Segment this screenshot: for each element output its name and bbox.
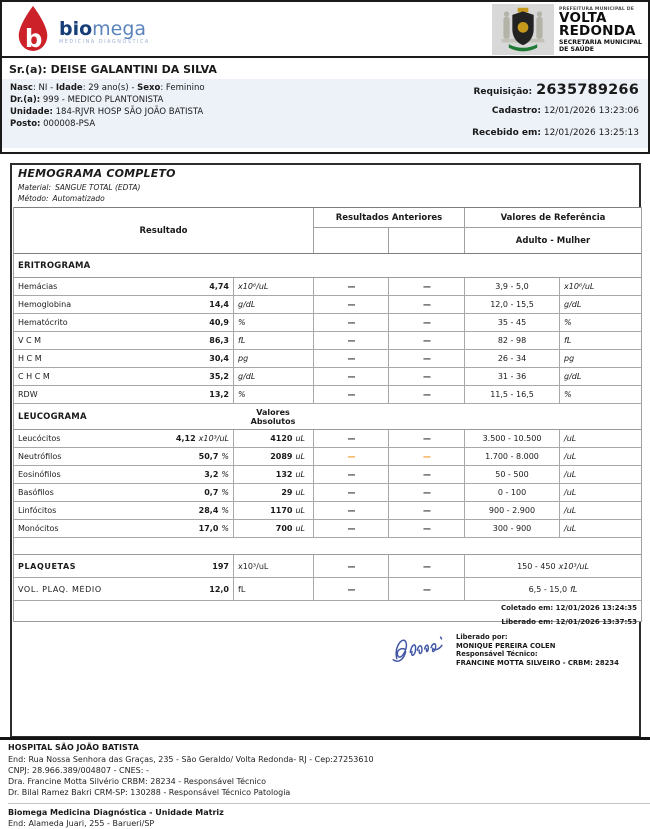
row-prev-result: --- <box>313 520 388 537</box>
row-value: 0,7 <box>204 488 219 497</box>
header-prev-col2 <box>388 228 464 253</box>
row-unit: g/dL <box>233 368 313 385</box>
row-unit: x10⁶/uL <box>233 278 313 295</box>
row-label: Neutrófilos <box>18 452 62 461</box>
coat-of-arms-icon <box>492 4 554 55</box>
row-abs-value: 132 <box>275 470 293 479</box>
row-prev-result: --- <box>388 466 464 483</box>
section-title: ERITROGRAMA <box>18 260 91 271</box>
prefeitura-line1: PREFEITURA MUNICIPAL DE <box>559 7 635 12</box>
row-reference: 82 - 98 <box>464 332 559 349</box>
row-label: VOL. PLAQ. MÉDIO <box>18 584 102 594</box>
row-reference-unit: /uL <box>559 484 641 501</box>
prefeitura-dept2: DE SAÚDE <box>559 46 594 53</box>
signature-icon <box>389 627 455 672</box>
row-label: Hematócrito <box>18 318 68 327</box>
row-abs-unit: uL <box>295 470 305 479</box>
row-prev-result: --- <box>313 555 388 577</box>
table-row <box>14 448 641 466</box>
liberado-label: Liberado em: <box>501 618 554 626</box>
row-reference-unit: g/dL <box>559 368 641 385</box>
recebido-value: 12/01/2026 13:25:13 <box>543 128 639 138</box>
row-value: 14,4 <box>209 300 229 309</box>
prefeitura-text <box>554 4 646 55</box>
header-resultado: Resultado <box>139 225 188 236</box>
coletado-line <box>501 604 637 612</box>
row-reference-unit: fL <box>559 332 641 349</box>
row-prev-result: --- <box>313 484 388 501</box>
row-reference-unit: x10⁶/uL <box>559 278 641 295</box>
patient-name: Sr.(a): DEISE GALANTINI DA SILVA <box>9 62 217 76</box>
row-reference: 1.700 - 8.000 <box>464 448 559 465</box>
row-prev-result: --- <box>313 466 388 483</box>
row-prev-result: --- <box>313 368 388 385</box>
row-reference-unit: /uL <box>559 430 641 447</box>
patient-info-lines <box>10 82 205 130</box>
patient-info-line: Nasc: NI - Idade: 29 ano(s) - Sexo: Feminino <box>10 83 205 93</box>
row-unit: % <box>221 524 229 533</box>
row-unit: fL <box>233 578 313 600</box>
row-prev-result: --- <box>313 296 388 313</box>
row-value: 50,7 <box>198 452 219 461</box>
biomega-bio: bio <box>59 17 93 40</box>
table-row <box>14 296 641 314</box>
row-label: RDW <box>18 390 38 399</box>
row-prev-result: --- <box>388 502 464 519</box>
table-row <box>14 314 641 332</box>
cadastro-value: 12/01/2026 13:23:06 <box>543 106 639 116</box>
recebido-label: Recebido em: <box>472 128 541 138</box>
row-prev-result: --- <box>388 386 464 403</box>
recebido-row <box>472 128 639 138</box>
row-abs-unit: uL <box>295 488 305 497</box>
row-prev-result: --- <box>313 430 388 447</box>
row-reference-unit: /uL <box>559 520 641 537</box>
row-label: H C M <box>18 354 42 363</box>
biomega-logo <box>14 5 150 58</box>
row-label: PLAQUETAS <box>18 561 77 571</box>
table-row <box>14 368 641 386</box>
header-adulto-mulher: Adulto - Mulher <box>464 228 641 253</box>
row-prev-result: --- <box>313 278 388 295</box>
footer-line: Dra. Francine Motta Silvério CRBM: 28234 - Responsável Técnico <box>8 777 266 787</box>
row-prev-result: --- <box>313 448 388 465</box>
footer-blocks <box>0 742 650 829</box>
table-row <box>14 555 641 578</box>
row-unit: pg <box>233 350 313 367</box>
footer-block <box>8 742 650 799</box>
row-reference-unit: pg <box>559 350 641 367</box>
row-reference: 900 - 2.900 <box>464 502 559 519</box>
exam-material <box>18 183 140 192</box>
table-row <box>14 484 641 502</box>
row-prev-result: --- <box>388 278 464 295</box>
requisition-label: Requisição: <box>473 87 533 97</box>
blood-drop-icon <box>14 5 52 58</box>
footer-block-title: Biomega Medicina Diagnóstica - Unidade Matriz <box>8 807 224 817</box>
results-table-body <box>14 254 641 621</box>
coletado-label: Coletado em: <box>500 604 554 612</box>
row-abs-unit: uL <box>295 524 305 533</box>
table-gap-row <box>14 538 641 555</box>
header-box <box>0 0 650 154</box>
material-label: Material: <box>18 183 51 192</box>
row-value: 40,9 <box>209 318 229 327</box>
row-unit: % <box>221 470 229 479</box>
row-unit: x10³/uL <box>198 434 229 443</box>
row-value: 13,2 <box>209 390 229 399</box>
row-unit: % <box>221 506 229 515</box>
prefeitura-logo <box>492 4 646 55</box>
row-reference-unit: /uL <box>559 466 641 483</box>
row-value: 3,2 <box>204 470 219 479</box>
liberado-line <box>501 618 637 626</box>
row-reference: 6,5 - 15,0 fL <box>464 578 641 600</box>
biomega-tagline: MEDICINA DIAGNÓSTICA <box>59 39 150 45</box>
liberado-por-label: Liberado por: <box>456 633 508 641</box>
row-abs-unit: uL <box>295 506 305 515</box>
row-reference: 0 - 100 <box>464 484 559 501</box>
row-reference-unit: /uL <box>559 448 641 465</box>
logo-row <box>2 2 648 56</box>
method-label: Método: <box>18 194 49 203</box>
requisition-row <box>473 82 639 98</box>
row-prev-result: --- <box>388 448 464 465</box>
row-prev-result: --- <box>388 555 464 577</box>
prefeitura-dept1: SECRETARIA MUNICIPAL <box>559 39 642 46</box>
row-value: 28,4 <box>198 506 219 515</box>
row-prev-result: --- <box>388 578 464 600</box>
row-prev-result: --- <box>388 520 464 537</box>
row-prev-result: --- <box>388 368 464 385</box>
table-row <box>14 502 641 520</box>
patient-info-line: Dr.(a): 999 - MEDICO PLANTONISTA <box>10 95 164 105</box>
cadastro-label: Cadastro: <box>491 106 541 116</box>
row-unit: % <box>233 386 313 403</box>
row-abs-value: 29 <box>281 488 293 497</box>
row-label: Leucócitos <box>18 434 61 443</box>
table-row <box>14 520 641 538</box>
row-reference: 3,9 - 5,0 <box>464 278 559 295</box>
method-value: Automatizado <box>52 194 105 203</box>
footer-block <box>8 803 650 829</box>
row-value: 197 <box>212 561 229 571</box>
header-referencia: Valores de Referência <box>464 208 641 228</box>
table-row <box>14 466 641 484</box>
row-reference: 50 - 500 <box>464 466 559 483</box>
resp-tecnico-name: FRANCINE MOTTA SILVEIRO - CRBM: 28234 <box>456 658 619 667</box>
footer-block-title: HOSPITAL SÃO JOÃO BATISTA <box>8 743 139 752</box>
row-reference-unit: /uL <box>559 502 641 519</box>
row-reference: 300 - 900 <box>464 520 559 537</box>
abs-values-header: Valores Absolutos <box>250 407 296 426</box>
cadastro-row <box>492 106 639 116</box>
material-value: SANGUE TOTAL (EDTA) <box>55 183 141 192</box>
table-row <box>14 578 641 601</box>
row-value: 17,0 <box>198 524 219 533</box>
header-anteriores: Resultados Anteriores <box>313 208 464 228</box>
row-reference: 150 - 450 x10³/uL <box>464 555 641 577</box>
row-unit: % <box>221 452 229 461</box>
row-label: Hemoglobina <box>18 300 72 309</box>
row-value: 4,12 <box>175 434 196 443</box>
section-header-row <box>14 254 641 278</box>
row-prev-result: --- <box>388 484 464 501</box>
row-abs-unit: uL <box>295 434 305 443</box>
row-reference: 12,0 - 15,5 <box>464 296 559 313</box>
row-abs-unit: uL <box>295 452 305 461</box>
row-reference: 35 - 45 <box>464 314 559 331</box>
results-table <box>13 207 642 622</box>
row-value: 35,2 <box>209 372 229 381</box>
table-header <box>14 207 641 254</box>
row-prev-result: --- <box>313 332 388 349</box>
row-unit: g/dL <box>233 296 313 313</box>
row-prev-result: --- <box>388 350 464 367</box>
footer-separator-line <box>0 737 650 740</box>
row-value: 4,74 <box>209 282 229 291</box>
row-prev-result: --- <box>388 430 464 447</box>
svg-text:b: b <box>24 23 43 53</box>
footer-line: End: Rua Nossa Senhora das Graças, 235 - São Geraldo/ Volta Redonda- RJ - Cep:27253610 <box>8 754 374 764</box>
row-label: V C M <box>18 336 42 345</box>
patient-details <box>2 79 648 148</box>
row-unit: x10³/uL <box>233 555 313 577</box>
patient-info-line: Posto: 000008-PSA <box>10 119 96 129</box>
row-label: Eosinófilos <box>18 470 61 479</box>
row-abs-value: 700 <box>275 524 293 533</box>
row-abs-value: 4120 <box>270 434 293 443</box>
row-label: Hemácias <box>18 282 58 291</box>
row-label: Basófilos <box>18 488 54 497</box>
row-prev-result: --- <box>313 578 388 600</box>
row-reference: 31 - 36 <box>464 368 559 385</box>
row-reference: 3.500 - 10.500 <box>464 430 559 447</box>
patient-info-line: Unidade: 184-RJVR HOSP SÃO JOÃO BATISTA <box>10 107 204 117</box>
row-prev-result: --- <box>388 296 464 313</box>
row-prev-result: --- <box>313 386 388 403</box>
exam-method <box>18 194 105 203</box>
table-row <box>14 350 641 368</box>
resp-tecnico-label: Responsável Técnico: <box>456 650 538 659</box>
row-label: Monócitos <box>18 524 59 533</box>
coletado-value: 12/01/2026 13:24:35 <box>555 604 637 612</box>
exam-title: HEMOGRAMA COMPLETO <box>18 167 176 180</box>
patient-name-bar <box>2 56 648 81</box>
row-reference: 26 - 34 <box>464 350 559 367</box>
header-prev-col1 <box>313 228 388 253</box>
row-label: Linfócitos <box>18 506 57 515</box>
liberado-por-name: MONIQUE PEREIRA COLEN <box>456 641 556 650</box>
table-row <box>14 332 641 350</box>
table-row <box>14 430 641 448</box>
prefeitura-city1: VOLTA <box>559 10 607 26</box>
row-reference: 11,5 - 16,5 <box>464 386 559 403</box>
prefeitura-city2: REDONDA <box>559 22 636 39</box>
footer-line: Dr. Bilal Ramez Bakri CRM-SP: 130288 - Responsável Técnico Patologia <box>8 788 291 798</box>
row-value: 86,3 <box>209 336 229 345</box>
row-abs-value: 2089 <box>270 452 293 461</box>
row-reference-unit: % <box>559 314 641 331</box>
footer-line: CNPJ: 28.966.389/004807 - CNES: - <box>8 765 149 775</box>
table-row <box>14 278 641 296</box>
row-prev-result: --- <box>388 332 464 349</box>
row-unit: fL <box>233 332 313 349</box>
row-prev-result: --- <box>388 314 464 331</box>
footer-line: End: Alameda Juari, 255 - Barueri/SP <box>8 819 155 829</box>
liberado-value: 12/01/2026 13:37:53 <box>555 618 637 626</box>
row-label: C H C M <box>18 372 50 381</box>
row-reference-unit: g/dL <box>559 296 641 313</box>
section-header-row <box>14 404 641 430</box>
row-abs-value: 1170 <box>270 506 293 515</box>
row-value: 30,4 <box>209 354 229 363</box>
row-value: 12,0 <box>209 584 229 594</box>
biomega-mega: mega <box>92 17 147 40</box>
row-prev-result: --- <box>313 314 388 331</box>
row-reference-unit: % <box>559 386 641 403</box>
requisition-number: 2635789266 <box>536 82 639 98</box>
row-prev-result: --- <box>313 350 388 367</box>
section-title: LEUCOGRAMA <box>18 411 87 422</box>
row-unit: % <box>221 488 229 497</box>
biomega-wordmark <box>59 19 150 45</box>
row-prev-result: --- <box>313 502 388 519</box>
table-row <box>14 386 641 404</box>
release-block <box>456 633 619 667</box>
row-unit: % <box>233 314 313 331</box>
